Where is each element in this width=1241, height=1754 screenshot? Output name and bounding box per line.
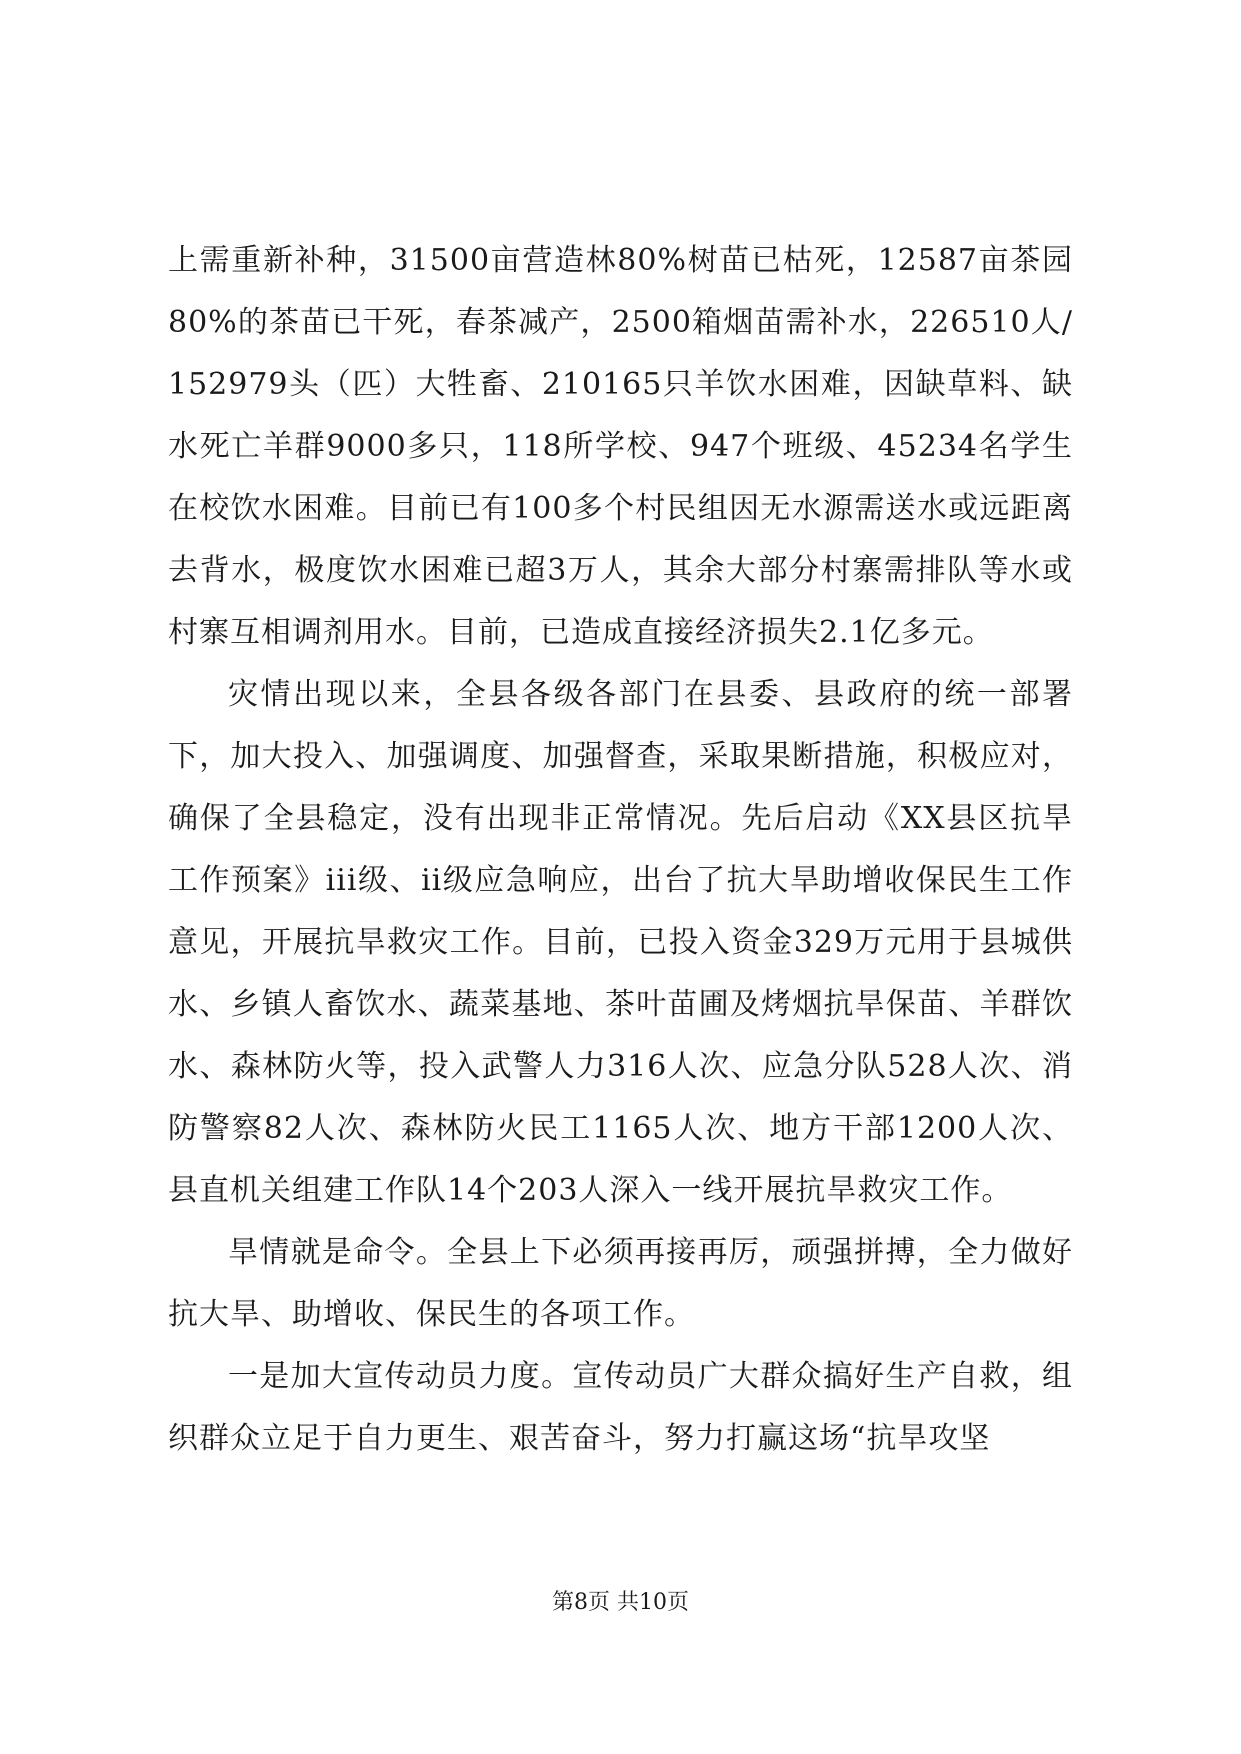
paragraph-2: 灾情出现以来，全县各级各部门在县委、县政府的统一部署下，加大投入、加强调度、加强督查，采取果断措施，积极应对，确保了全县稳定，没有出现非正常情况。先后启动《XX县区抗旱工作预案》iii级、ii级应急响应，出台了抗大旱助增收保民生工作意见，开展抗旱救灾工作。目前，已投入资金329万元用于县城供水、乡镇人畜饮水、蔬菜基地、茶叶苗圃及烤烟抗旱保苗、羊群饮水、森林防火等，投入武警人力316人次、应急分队528人次、消防警察82人次、森林防火民工1165人次、地方干部1200人次、县直机关组建工作队14个203人深入一线开展抗旱救灾工作。 [168, 677, 1073, 1208]
paragraph-1: 上需重新补种，31500亩营造林80%树苗已枯死，12587亩茶园80%的茶苗已干死，春茶减产，2500箱烟苗需补水，226510人/152979头（匹）大牲畜、210165只羊饮水困难，因缺草料、缺水死亡羊群9000多只，118所学校、947个班级、45234名学生在校饮水困难。目前已有100多个村民组因无水源需送水或远距离去背水，极度饮水困难已超3万人，其余大部分村寨需排队等水或村寨互相调剂用水。目前，已造成直接经济损失2.1亿多元。 [168, 243, 1073, 650]
paragraph-3: 旱情就是命令。全县上下必须再接再厉，顽强拼搏，全力做好抗大旱、助增收、保民生的各项工作。 [168, 1235, 1073, 1332]
page-footer: 第8页 共10页 [552, 1590, 689, 1615]
paragraph-4: 一是加大宣传动员力度。宣传动员广大群众搞好生产自救，组织群众立足于自力更生、艰苦奋斗，努力打赢这场“抗旱攻坚 [168, 1359, 1073, 1456]
document-body [168, 230, 1073, 1470]
